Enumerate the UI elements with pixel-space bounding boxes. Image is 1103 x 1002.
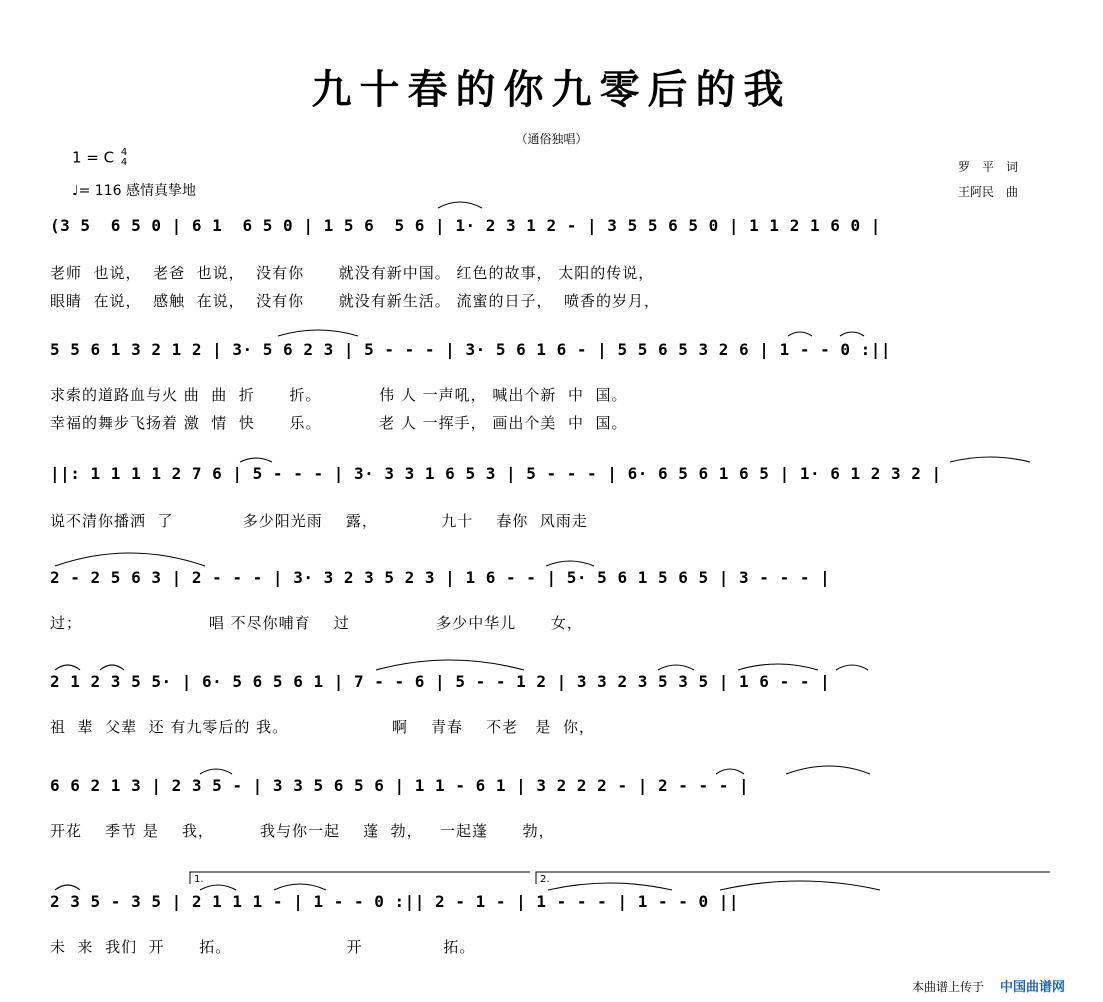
time-top: 4 bbox=[120, 147, 128, 158]
time-signature bbox=[121, 148, 127, 168]
footer-text: 本曲谱上传于 bbox=[912, 980, 985, 994]
score-system-6 bbox=[50, 776, 1050, 800]
lyric-line: 幸福的舞步飞扬着 激 情 快 乐。 老 人 一挥手， 画出个美 中 国。 bbox=[50, 414, 628, 432]
site-logo[interactable] bbox=[1000, 976, 1065, 995]
subtitle: （通俗独唱） bbox=[515, 132, 588, 146]
volta-label-2: 2. bbox=[540, 874, 550, 885]
volta-bracket-2 bbox=[536, 872, 1050, 884]
notes-line: ||: 1 1 1 1 2 7 6 | 5 - - - | 3· 3 3 1 6 5 3 | 5 - - - | 6· 6 5 6 1 6 5 | 1· 6 1 2 3 2 | bbox=[50, 464, 942, 483]
key-text: 1 = C bbox=[72, 148, 115, 167]
tempo-marking: ♩= 116 感情真挚地 bbox=[72, 183, 196, 199]
volta-bracket-1 bbox=[190, 872, 530, 884]
logo-text: 中国曲谱网 bbox=[1000, 980, 1066, 995]
lyric-line: 老师 也说， 老爸 也说， 没有你 就没有新中国。 红色的故事， 太阳的传说， bbox=[50, 264, 655, 282]
score-system-5 bbox=[50, 672, 1050, 696]
score-system-7 bbox=[50, 892, 1050, 916]
score-system-2 bbox=[50, 340, 1050, 364]
notes-line: (3 5 6 5 0 | 6 1 6 5 0 | 1 5 6 5 6 | 1· 2 3 1 2 - | 3 5 5 6 5 0 | 1 1 2 1 6 0 | bbox=[50, 216, 881, 235]
composer-credit: 王阿民 曲 bbox=[958, 185, 1019, 199]
lyric-line: 眼睛 在说， 感触 在说， 没有你 就没有新生活。 流蜜的日子， 喷香的岁月， bbox=[50, 292, 661, 310]
time-bottom: 4 bbox=[120, 157, 128, 168]
score-system-3 bbox=[50, 464, 1050, 488]
notes-line: 5 5 6 1 3 2 1 2 | 3· 5 6 2 3 | 5 - - - | 3· 5 6 1 6 - | 5 5 6 5 3 2 6 | 1 - - 0 :|| bbox=[50, 340, 892, 359]
lyric-line: 未 来 我们 开 拓。 开 拓。 bbox=[50, 938, 476, 956]
lyric-line: 过； 唱 不尽你哺育 过 多少中华儿 女， bbox=[50, 614, 583, 632]
notes-line: 2 1 2 3 5 5· | 6· 5 6 5 6 1 | 7 - - 6 | 5 - - 1 2 | 3 3 2 3 5 3 5 | 1 6 - - | bbox=[50, 672, 831, 691]
lyricist-credit: 罗 平 词 bbox=[958, 160, 1019, 174]
volta-label-1: 1. bbox=[194, 874, 204, 885]
lyric-line: 开花 季节 是 我， 我与你一起 蓬 勃， 一起蓬 勃， bbox=[50, 822, 555, 840]
score-system-1 bbox=[50, 216, 1050, 240]
lyric-line: 祖 辈 父辈 还 有九零后的 我。 啊 青春 不老 是 你， bbox=[50, 718, 595, 736]
notes-line: 2 - 2 5 6 3 | 2 - - - | 3· 3 2 3 5 2 3 | 1 6 - - | 5· 5 6 1 5 6 5 | 3 - - - | bbox=[50, 568, 831, 587]
lyric-line: 说不清你播洒 了 多少阳光雨 露， 九十 春你 风雨走 bbox=[50, 512, 588, 530]
lyric-line: 求索的道路血与火 曲 曲 折 折。 伟 人 一声吼， 喊出个新 中 国。 bbox=[50, 386, 628, 404]
score-system-4 bbox=[50, 568, 1050, 592]
notes-line: 6 6 2 1 3 | 2 3 5 - | 3 3 5 6 5 6 | 1 1 - 6 1 | 3 2 2 2 - | 2 - - - | bbox=[50, 776, 750, 795]
page-title: 九十春的你九零后的我 bbox=[311, 66, 792, 113]
notes-line: 2 3 5 - 3 5 | 2 1 1 1 - | 1 - - 0 :|| 2 - 1 - | 1 - - - | 1 - - 0 || bbox=[50, 892, 740, 911]
key-signature bbox=[72, 148, 127, 168]
